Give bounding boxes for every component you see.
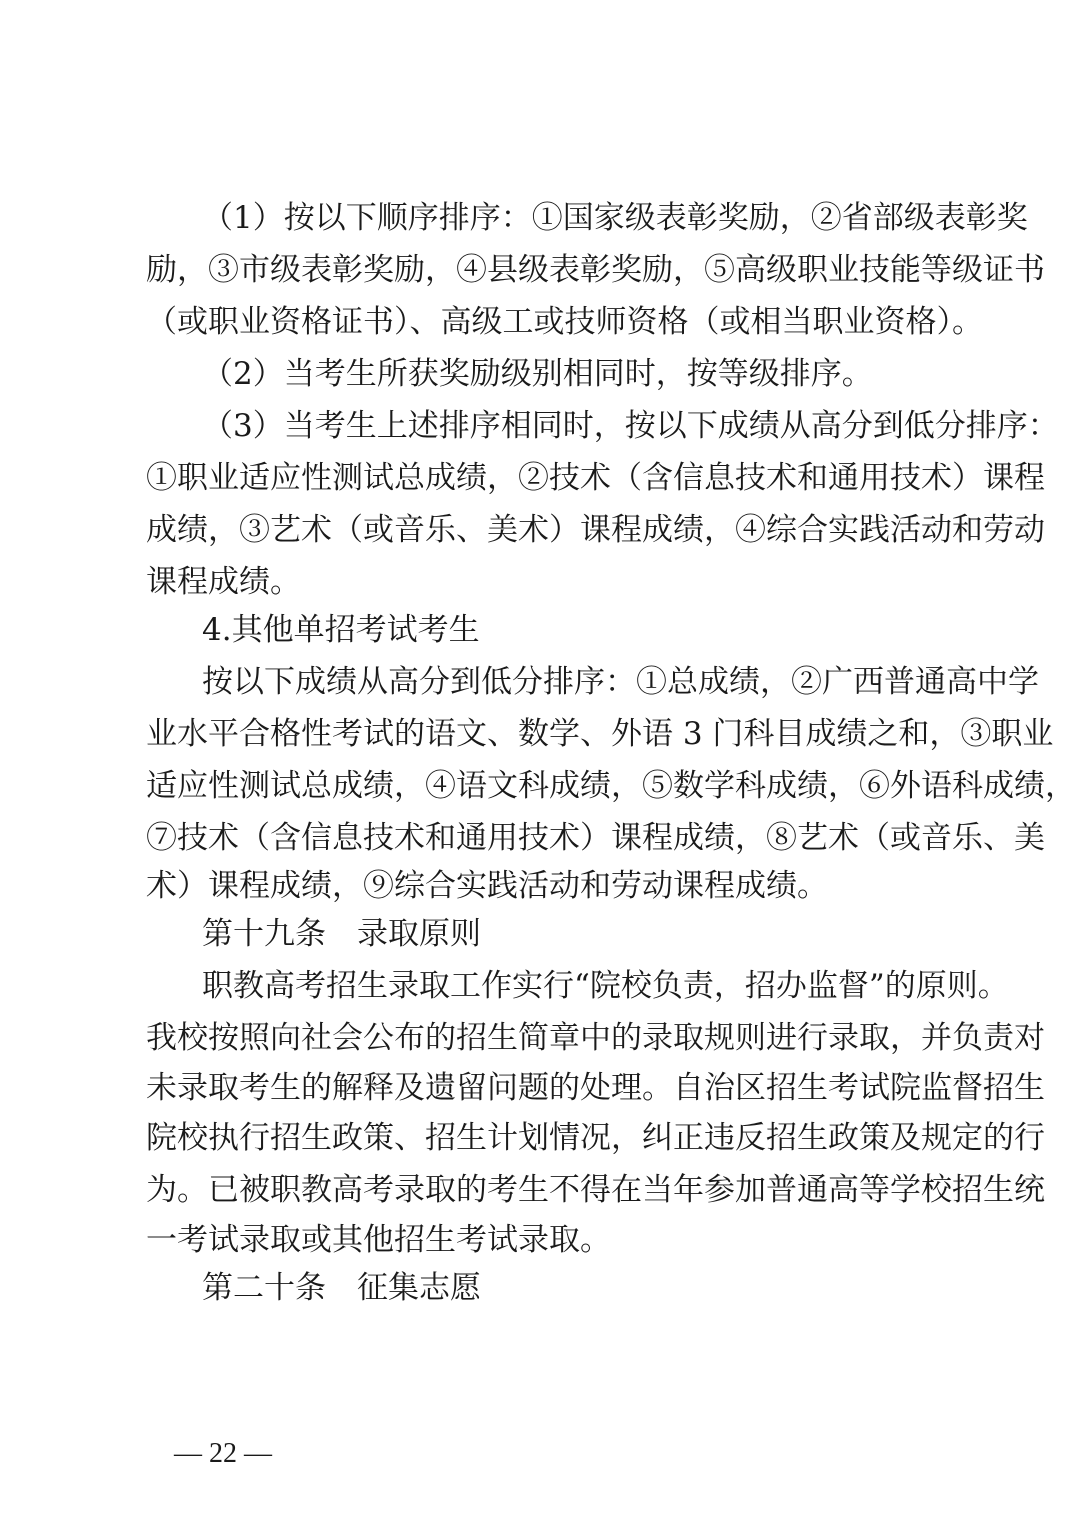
page-number: — 22 —: [174, 1438, 272, 1469]
paragraph-5-line-4: 院校执行招生政策、招生计划情况，纠正违反招生政策及规定的行: [146, 1120, 1045, 1156]
paragraph-5-line-6: 一考试录取或其他招生考试录取。: [146, 1222, 611, 1258]
paragraph-4-line-1: 按以下成绩从高分到低分排序：①总成绩，②广西普通高中学: [202, 664, 1039, 700]
article-20-heading: 第二十条 征集志愿: [202, 1270, 481, 1306]
paragraph-2-line-1: （2）当考生所获奖励级别相同时，按等级排序。: [202, 356, 873, 392]
paragraph-3-line-1: （3）当考生上述排序相同时，按以下成绩从高分到低分排序：: [202, 408, 1059, 444]
paragraph-3-line-2: ①职业适应性测试总成绩，②技术（含信息技术和通用技术）课程: [146, 460, 1045, 496]
paragraph-5-line-3: 未录取考生的解释及遗留问题的处理。自治区招生考试院监督招生: [146, 1070, 1045, 1106]
paragraph-5-line-5: 为。已被职教高考录取的考生不得在当年参加普通高等学校招生统: [146, 1172, 1045, 1208]
section-heading-other-exams: 4.其他单招考试考生: [202, 612, 480, 648]
paragraph-4-line-5: 术）课程成绩，⑨综合实践活动和劳动课程成绩。: [146, 868, 828, 904]
paragraph-1-line-3: （或职业资格证书）、高级工或技师资格（或相当职业资格）。: [146, 304, 983, 340]
paragraph-4-line-4: ⑦技术（含信息技术和通用技术）课程成绩，⑧艺术（或音乐、美: [146, 820, 1045, 856]
paragraph-1-line-2: 励，③市级表彰奖励，④县级表彰奖励，⑤高级职业技能等级证书: [146, 252, 1045, 288]
paragraph-5-line-1: 职教高考招生录取工作实行“院校负责，招办监督”的原则。: [202, 968, 1009, 1004]
paragraph-4-line-2: 业水平合格性考试的语文、数学、外语 3 门科目成绩之和，③职业: [146, 716, 1054, 752]
paragraph-5-line-2: 我校按照向社会公布的招生简章中的录取规则进行录取，并负责对: [146, 1020, 1045, 1056]
article-19-heading: 第十九条 录取原则: [202, 916, 481, 952]
paragraph-3-line-3: 成绩，③艺术（或音乐、美术）课程成绩，④综合实践活动和劳动: [146, 512, 1045, 548]
paragraph-4-line-3: 适应性测试总成绩，④语文科成绩，⑤数学科成绩，⑥外语科成绩，: [146, 768, 1076, 804]
paragraph-3-line-4: 课程成绩。: [146, 564, 301, 600]
paragraph-1-line-1: （1）按以下顺序排序：①国家级表彰奖励，②省部级表彰奖: [202, 200, 1028, 236]
